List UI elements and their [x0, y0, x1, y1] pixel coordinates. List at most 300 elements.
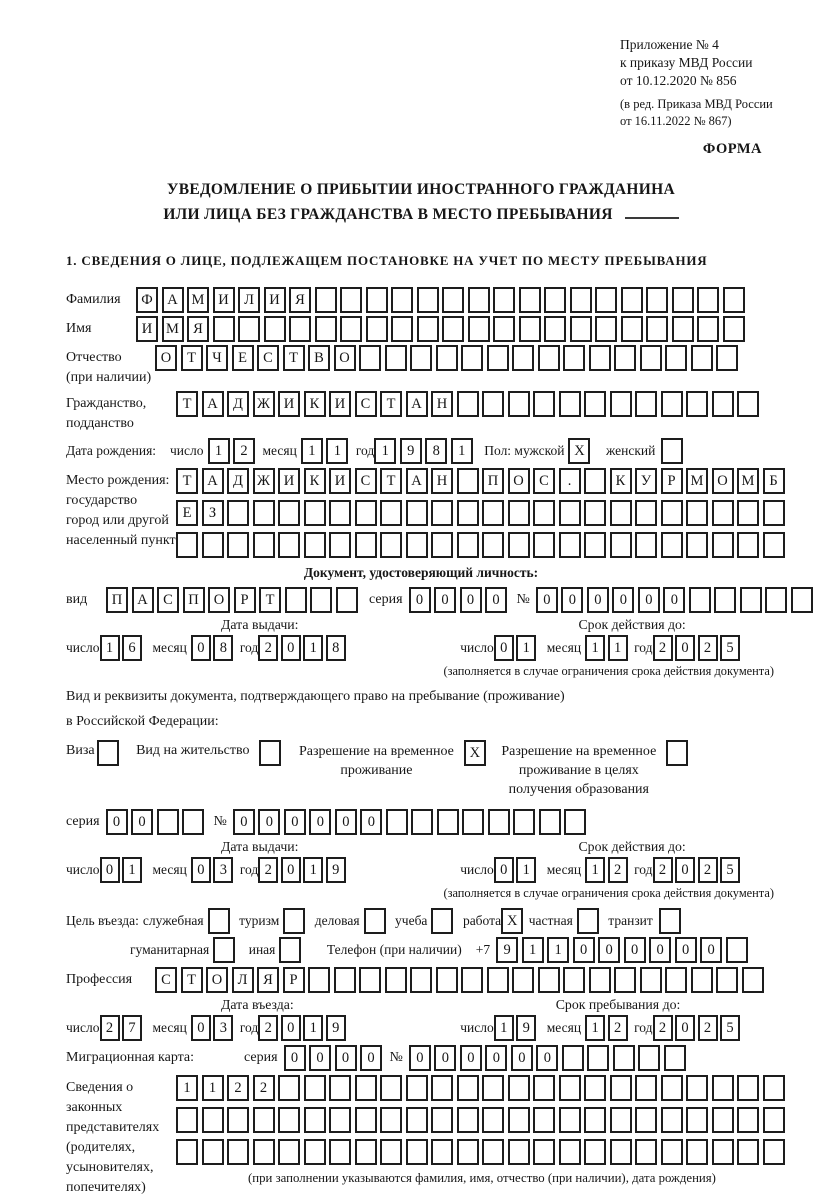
- firstname-label: Имя: [66, 321, 92, 337]
- char-cell: [689, 587, 711, 613]
- char-cell: [763, 532, 785, 558]
- month-label: месяц: [546, 640, 582, 656]
- char-cell: А: [162, 287, 184, 313]
- char-cell: [635, 500, 657, 526]
- char-cell: 0: [360, 809, 382, 835]
- doc-issued-day: [100, 635, 145, 661]
- char-cell: [340, 287, 362, 313]
- char-cell: Р: [234, 587, 256, 613]
- char-cell: 1: [494, 1015, 514, 1041]
- char-cell: К: [304, 468, 326, 494]
- char-cell: [380, 1139, 402, 1165]
- char-cell: [493, 287, 515, 313]
- char-cell: 0: [536, 1045, 558, 1071]
- birthplace-label3: город или другой: [66, 513, 169, 529]
- char-cell: 0: [649, 937, 671, 963]
- char-cell: [202, 1107, 224, 1133]
- char-cell: [584, 500, 606, 526]
- char-cell: [227, 1139, 249, 1165]
- char-cell: [716, 345, 738, 371]
- char-cell: Л: [232, 967, 254, 993]
- char-cell: А: [202, 468, 224, 494]
- char-cell: [737, 500, 759, 526]
- char-cell: [315, 287, 337, 313]
- char-cell: И: [278, 391, 300, 417]
- char-cell: [519, 316, 541, 342]
- char-cell: 2: [698, 635, 718, 661]
- char-cell: 2: [698, 1015, 718, 1041]
- char-cell: Я: [289, 287, 311, 313]
- char-cell: [461, 345, 483, 371]
- sex-female-checkbox: [661, 438, 687, 464]
- char-cell: В: [308, 345, 330, 371]
- profession-cells: [155, 967, 767, 993]
- purpose-option-label: туризм: [239, 913, 280, 929]
- residence-doc-series-row: [66, 809, 776, 835]
- representatives-cells-block: [176, 1075, 788, 1186]
- char-cell: [283, 908, 305, 934]
- char-cell: [635, 1139, 657, 1165]
- stay-month: [585, 1015, 630, 1041]
- char-cell: 1: [585, 857, 605, 883]
- char-cell: [329, 1139, 351, 1165]
- char-cell: [610, 1139, 632, 1165]
- char-cell: Т: [259, 587, 281, 613]
- purpose-option-label: частная: [528, 913, 573, 929]
- representatives-label1: Сведения о: [66, 1080, 134, 1096]
- char-cell: [712, 532, 734, 558]
- migration-number-label: №: [389, 1050, 403, 1066]
- char-cell: [763, 500, 785, 526]
- char-cell: [508, 1107, 530, 1133]
- visa-label: Виза: [66, 743, 95, 759]
- patronymic-label2: (при наличии): [66, 370, 152, 386]
- char-cell: [621, 287, 643, 313]
- char-cell: 2: [258, 857, 278, 883]
- char-cell: [227, 1107, 249, 1133]
- char-cell: 0: [598, 937, 620, 963]
- char-cell: [482, 1075, 504, 1101]
- char-cell: [406, 500, 428, 526]
- char-cell: [253, 532, 275, 558]
- birthplace-label4: населенный пункт: [66, 533, 176, 549]
- char-cell: [621, 316, 643, 342]
- char-cell: 0: [511, 1045, 533, 1071]
- char-cell: С: [355, 391, 377, 417]
- char-cell: [359, 967, 381, 993]
- char-cell: 1: [202, 1075, 224, 1101]
- day-label: число: [66, 640, 100, 656]
- residence-doc-intro1: Вид и реквизиты документа, подтверждающего право на пребывание (проживание): [66, 689, 565, 705]
- char-cell: [712, 1075, 734, 1101]
- char-cell: И: [329, 468, 351, 494]
- char-cell: [538, 345, 560, 371]
- char-cell: [686, 532, 708, 558]
- phone-prefix: +7: [475, 942, 491, 958]
- char-cell: [437, 809, 459, 835]
- char-cell: [697, 316, 719, 342]
- char-cell: А: [202, 391, 224, 417]
- char-cell: [431, 532, 453, 558]
- birthplace-cells-row1: [176, 468, 788, 494]
- char-cell: 2: [698, 857, 718, 883]
- char-cell: 0: [258, 809, 280, 835]
- char-cell: Т: [181, 967, 203, 993]
- char-cell: [712, 391, 734, 417]
- residence-valid-day: [494, 857, 539, 883]
- char-cell: [431, 1139, 453, 1165]
- char-cell: У: [635, 468, 657, 494]
- residence-issued-month: [191, 857, 236, 883]
- char-cell: [278, 1075, 300, 1101]
- char-cell: 0: [624, 937, 646, 963]
- char-cell: [791, 587, 813, 613]
- char-cell: [329, 532, 351, 558]
- char-cell: [559, 500, 581, 526]
- representatives-note: (при заполнении указываются фамилия, имя, отчество (при наличии), дата рождения): [248, 1171, 716, 1186]
- char-cell: [539, 809, 561, 835]
- char-cell: [385, 967, 407, 993]
- doc-valid-month: [585, 635, 630, 661]
- birth-month-cells: [301, 438, 352, 464]
- char-cell: 1: [122, 857, 142, 883]
- char-cell: Н: [431, 468, 453, 494]
- char-cell: 1: [303, 857, 323, 883]
- birthplace-cells-row3: [176, 532, 788, 558]
- char-cell: [533, 1075, 555, 1101]
- validity-note: (заполняется в случае ограничения срока действия документа): [443, 886, 774, 901]
- appendix-line: к приказу МВД России: [620, 55, 753, 71]
- char-cell: X: [464, 740, 486, 766]
- char-cell: 1: [451, 438, 473, 464]
- residence-valid-year: [653, 857, 743, 883]
- char-cell: 2: [233, 438, 255, 464]
- birth-date-label: Дата рождения:: [66, 443, 157, 459]
- char-cell: [315, 316, 337, 342]
- char-cell: [285, 587, 307, 613]
- doc-issued-year: [258, 635, 348, 661]
- char-cell: 1: [585, 635, 605, 661]
- entry-year: [258, 1015, 348, 1041]
- char-cell: [595, 316, 617, 342]
- birth-day-cells: [208, 438, 259, 464]
- char-cell: [461, 967, 483, 993]
- char-cell: О: [508, 468, 530, 494]
- char-cell: [457, 500, 479, 526]
- validity-note: (заполняется в случае ограничения срока действия документа): [443, 664, 774, 679]
- char-cell: 9: [496, 937, 518, 963]
- char-cell: [278, 1107, 300, 1133]
- char-cell: [661, 391, 683, 417]
- char-cell: [584, 532, 606, 558]
- char-cell: 0: [309, 1045, 331, 1071]
- char-cell: 0: [612, 587, 634, 613]
- purpose-option-label: гуманитарная: [130, 942, 210, 958]
- day-label: число: [66, 862, 100, 878]
- char-cell: [672, 287, 694, 313]
- char-cell: [227, 500, 249, 526]
- char-cell: [359, 345, 381, 371]
- char-cell: [610, 1075, 632, 1101]
- visa-checkbox: [97, 740, 123, 766]
- char-cell: 0: [561, 587, 583, 613]
- char-cell: 0: [281, 857, 301, 883]
- representatives-cells-row3: [176, 1139, 788, 1165]
- purpose-option-label: служебная: [142, 913, 204, 929]
- char-cell: 1: [516, 857, 536, 883]
- char-cell: [157, 809, 179, 835]
- char-cell: И: [278, 468, 300, 494]
- representatives-row: [66, 1075, 776, 1198]
- char-cell: [308, 967, 330, 993]
- char-cell: З: [202, 500, 224, 526]
- char-cell: [431, 1107, 453, 1133]
- identity-doc-dates-row: [66, 635, 776, 661]
- char-cell: [562, 1045, 584, 1071]
- char-cell: 2: [653, 857, 673, 883]
- representatives-label2: законных: [66, 1100, 123, 1116]
- char-cell: [512, 967, 534, 993]
- doc-valid-label: Срок действия до:: [578, 617, 686, 633]
- citizenship-labels: [66, 391, 176, 434]
- char-cell: С: [355, 468, 377, 494]
- char-cell: [508, 532, 530, 558]
- char-cell: [457, 468, 479, 494]
- edu-permit-label: Разрешение на временное проживание в целях получения образования: [501, 744, 657, 798]
- representatives-labels: [66, 1075, 176, 1198]
- char-cell: 8: [213, 635, 233, 661]
- purpose-study-checkbox: [431, 908, 457, 934]
- char-cell: [493, 316, 515, 342]
- char-cell: [304, 532, 326, 558]
- form-title-line2: ИЛИ ЛИЦА БЕЗ ГРАЖДАНСТВА В МЕСТО ПРЕБЫВАНИЯ: [163, 206, 613, 224]
- doc-valid-year: [653, 635, 743, 661]
- char-cell: [380, 1107, 402, 1133]
- char-cell: [386, 809, 408, 835]
- char-cell: [610, 1107, 632, 1133]
- residence-doc-dates-row: [66, 857, 776, 883]
- month-label: месяц: [152, 640, 187, 656]
- residence-doc-date-labels: [66, 838, 776, 856]
- char-cell: [614, 345, 636, 371]
- char-cell: [329, 1075, 351, 1101]
- char-cell: [742, 967, 764, 993]
- birthplace-cells-row2: [176, 500, 788, 526]
- doc-type-cells: [106, 587, 361, 613]
- birth-year-cells: [374, 438, 476, 464]
- birth-month-label: месяц: [262, 443, 297, 459]
- char-cell: [406, 1075, 428, 1101]
- representatives-label5: усыновителях,: [66, 1160, 154, 1176]
- doc-issued-month: [191, 635, 236, 661]
- char-cell: [665, 967, 687, 993]
- char-cell: [584, 468, 606, 494]
- char-cell: Т: [181, 345, 203, 371]
- char-cell: [723, 287, 745, 313]
- char-cell: [737, 1107, 759, 1133]
- char-cell: [310, 587, 332, 613]
- char-cell: [712, 1107, 734, 1133]
- char-cell: .: [559, 468, 581, 494]
- char-cell: Я: [257, 967, 279, 993]
- entry-month: [191, 1015, 236, 1041]
- char-cell: [512, 345, 534, 371]
- residence-permit-label: Вид на жительство: [136, 743, 250, 759]
- char-cell: [595, 287, 617, 313]
- migration-number-cells: [409, 1045, 690, 1071]
- year-label: год: [239, 640, 259, 656]
- char-cell: Ф: [136, 287, 158, 313]
- char-cell: 1: [547, 937, 569, 963]
- purpose-other-checkbox: [279, 937, 305, 963]
- char-cell: [508, 1139, 530, 1165]
- phone-cells: [496, 937, 751, 963]
- char-cell: Е: [176, 500, 198, 526]
- char-cell: 0: [191, 857, 211, 883]
- forma-label: ФОРМА: [702, 141, 762, 158]
- char-cell: [227, 532, 249, 558]
- residence-series-cells: [106, 809, 208, 835]
- char-cell: 9: [516, 1015, 536, 1041]
- char-cell: [253, 1107, 275, 1133]
- entry-day: [100, 1015, 145, 1041]
- migration-card-row: [66, 1045, 776, 1071]
- char-cell: 2: [653, 1015, 673, 1041]
- surname-row: [66, 287, 776, 313]
- title-blank-line: [625, 202, 679, 219]
- char-cell: [584, 1139, 606, 1165]
- char-cell: [533, 1107, 555, 1133]
- char-cell: [278, 500, 300, 526]
- char-cell: 0: [434, 1045, 456, 1071]
- purpose-option-label: работа: [462, 913, 502, 929]
- char-cell: [385, 345, 407, 371]
- char-cell: М: [162, 316, 184, 342]
- birthplace-cells-block: [176, 468, 788, 558]
- char-cell: 0: [638, 587, 660, 613]
- char-cell: 8: [425, 438, 447, 464]
- char-cell: 0: [284, 809, 306, 835]
- char-cell: [737, 1139, 759, 1165]
- char-cell: К: [610, 468, 632, 494]
- residence-permit-checkbox: [259, 740, 285, 766]
- purpose-humanitarian-checkbox: [213, 937, 239, 963]
- char-cell: [442, 316, 464, 342]
- representatives-cells-row1: [176, 1075, 788, 1101]
- char-cell: [355, 1075, 377, 1101]
- char-cell: [635, 1075, 657, 1101]
- char-cell: [577, 908, 599, 934]
- section1-heading: 1. СВЕДЕНИЯ О ЛИЦЕ, ПОДЛЕЖАЩЕМ ПОСТАНОВКЕ НА УЧЕТ ПО МЕСТУ ПРЕБЫВАНИЯ: [66, 253, 708, 269]
- stay-year: [653, 1015, 743, 1041]
- char-cell: 0: [485, 1045, 507, 1071]
- char-cell: П: [482, 468, 504, 494]
- char-cell: [691, 967, 713, 993]
- char-cell: [691, 345, 713, 371]
- residence-doc-options: [66, 740, 776, 799]
- char-cell: 5: [720, 857, 740, 883]
- char-cell: [355, 1139, 377, 1165]
- purpose-transit-checkbox: [659, 908, 685, 934]
- char-cell: Б: [763, 468, 785, 494]
- char-cell: 0: [191, 635, 211, 661]
- char-cell: X: [501, 908, 523, 934]
- identity-doc-heading: Документ, удостоверяющий личность:: [303, 565, 539, 581]
- char-cell: А: [132, 587, 154, 613]
- temp-permit-checkbox: [464, 740, 490, 766]
- char-cell: [487, 345, 509, 371]
- char-cell: 1: [176, 1075, 198, 1101]
- char-cell: [513, 809, 535, 835]
- char-cell: [559, 1107, 581, 1133]
- char-cell: [763, 1139, 785, 1165]
- char-cell: И: [136, 316, 158, 342]
- char-cell: 0: [106, 809, 128, 835]
- sex-male-checkbox: [568, 438, 594, 464]
- char-cell: [610, 532, 632, 558]
- char-cell: [638, 1045, 660, 1071]
- char-cell: 0: [485, 587, 507, 613]
- form-title-line1: УВЕДОМЛЕНИЕ О ПРИБЫТИИ ИНОСТРАННОГО ГРАЖДАНИНА: [167, 181, 675, 199]
- entry-dates-row: [66, 1015, 776, 1041]
- char-cell: П: [106, 587, 128, 613]
- appendix-line: от 10.12.2020 № 856: [620, 73, 737, 89]
- char-cell: 0: [434, 587, 456, 613]
- purpose-tourism-checkbox: [283, 908, 309, 934]
- char-cell: К: [304, 391, 326, 417]
- char-cell: [457, 391, 479, 417]
- birth-day-label: число: [170, 443, 204, 459]
- char-cell: [723, 316, 745, 342]
- purpose-option-label: деловая: [314, 913, 360, 929]
- appendix-line: Приложение № 4: [620, 37, 719, 52]
- char-cell: [329, 500, 351, 526]
- char-cell: [329, 1107, 351, 1133]
- identity-doc-row: [66, 587, 776, 613]
- char-cell: [740, 587, 762, 613]
- char-cell: [208, 908, 230, 934]
- migration-card-label: Миграционная карта:: [66, 1050, 195, 1066]
- char-cell: [665, 345, 687, 371]
- char-cell: 2: [608, 1015, 628, 1041]
- char-cell: [661, 438, 683, 464]
- purpose-business-checkbox: [364, 908, 390, 934]
- char-cell: [666, 740, 688, 766]
- char-cell: 0: [284, 1045, 306, 1071]
- char-cell: [253, 500, 275, 526]
- char-cell: 2: [258, 1015, 278, 1041]
- char-cell: 0: [675, 937, 697, 963]
- char-cell: [716, 967, 738, 993]
- char-cell: 2: [253, 1075, 275, 1101]
- birthplace-row: [66, 468, 776, 558]
- char-cell: Т: [283, 345, 305, 371]
- char-cell: [635, 532, 657, 558]
- patronymic-labels: [66, 345, 155, 388]
- char-cell: [304, 500, 326, 526]
- residence-valid-month: [585, 857, 630, 883]
- char-cell: [355, 532, 377, 558]
- char-cell: [213, 937, 235, 963]
- purpose-work-checkbox: [501, 908, 527, 934]
- char-cell: [613, 1045, 635, 1071]
- year-label: год: [634, 1020, 653, 1036]
- char-cell: [533, 391, 555, 417]
- char-cell: [457, 1075, 479, 1101]
- char-cell: [686, 500, 708, 526]
- char-cell: 5: [720, 635, 740, 661]
- char-cell: [686, 1107, 708, 1133]
